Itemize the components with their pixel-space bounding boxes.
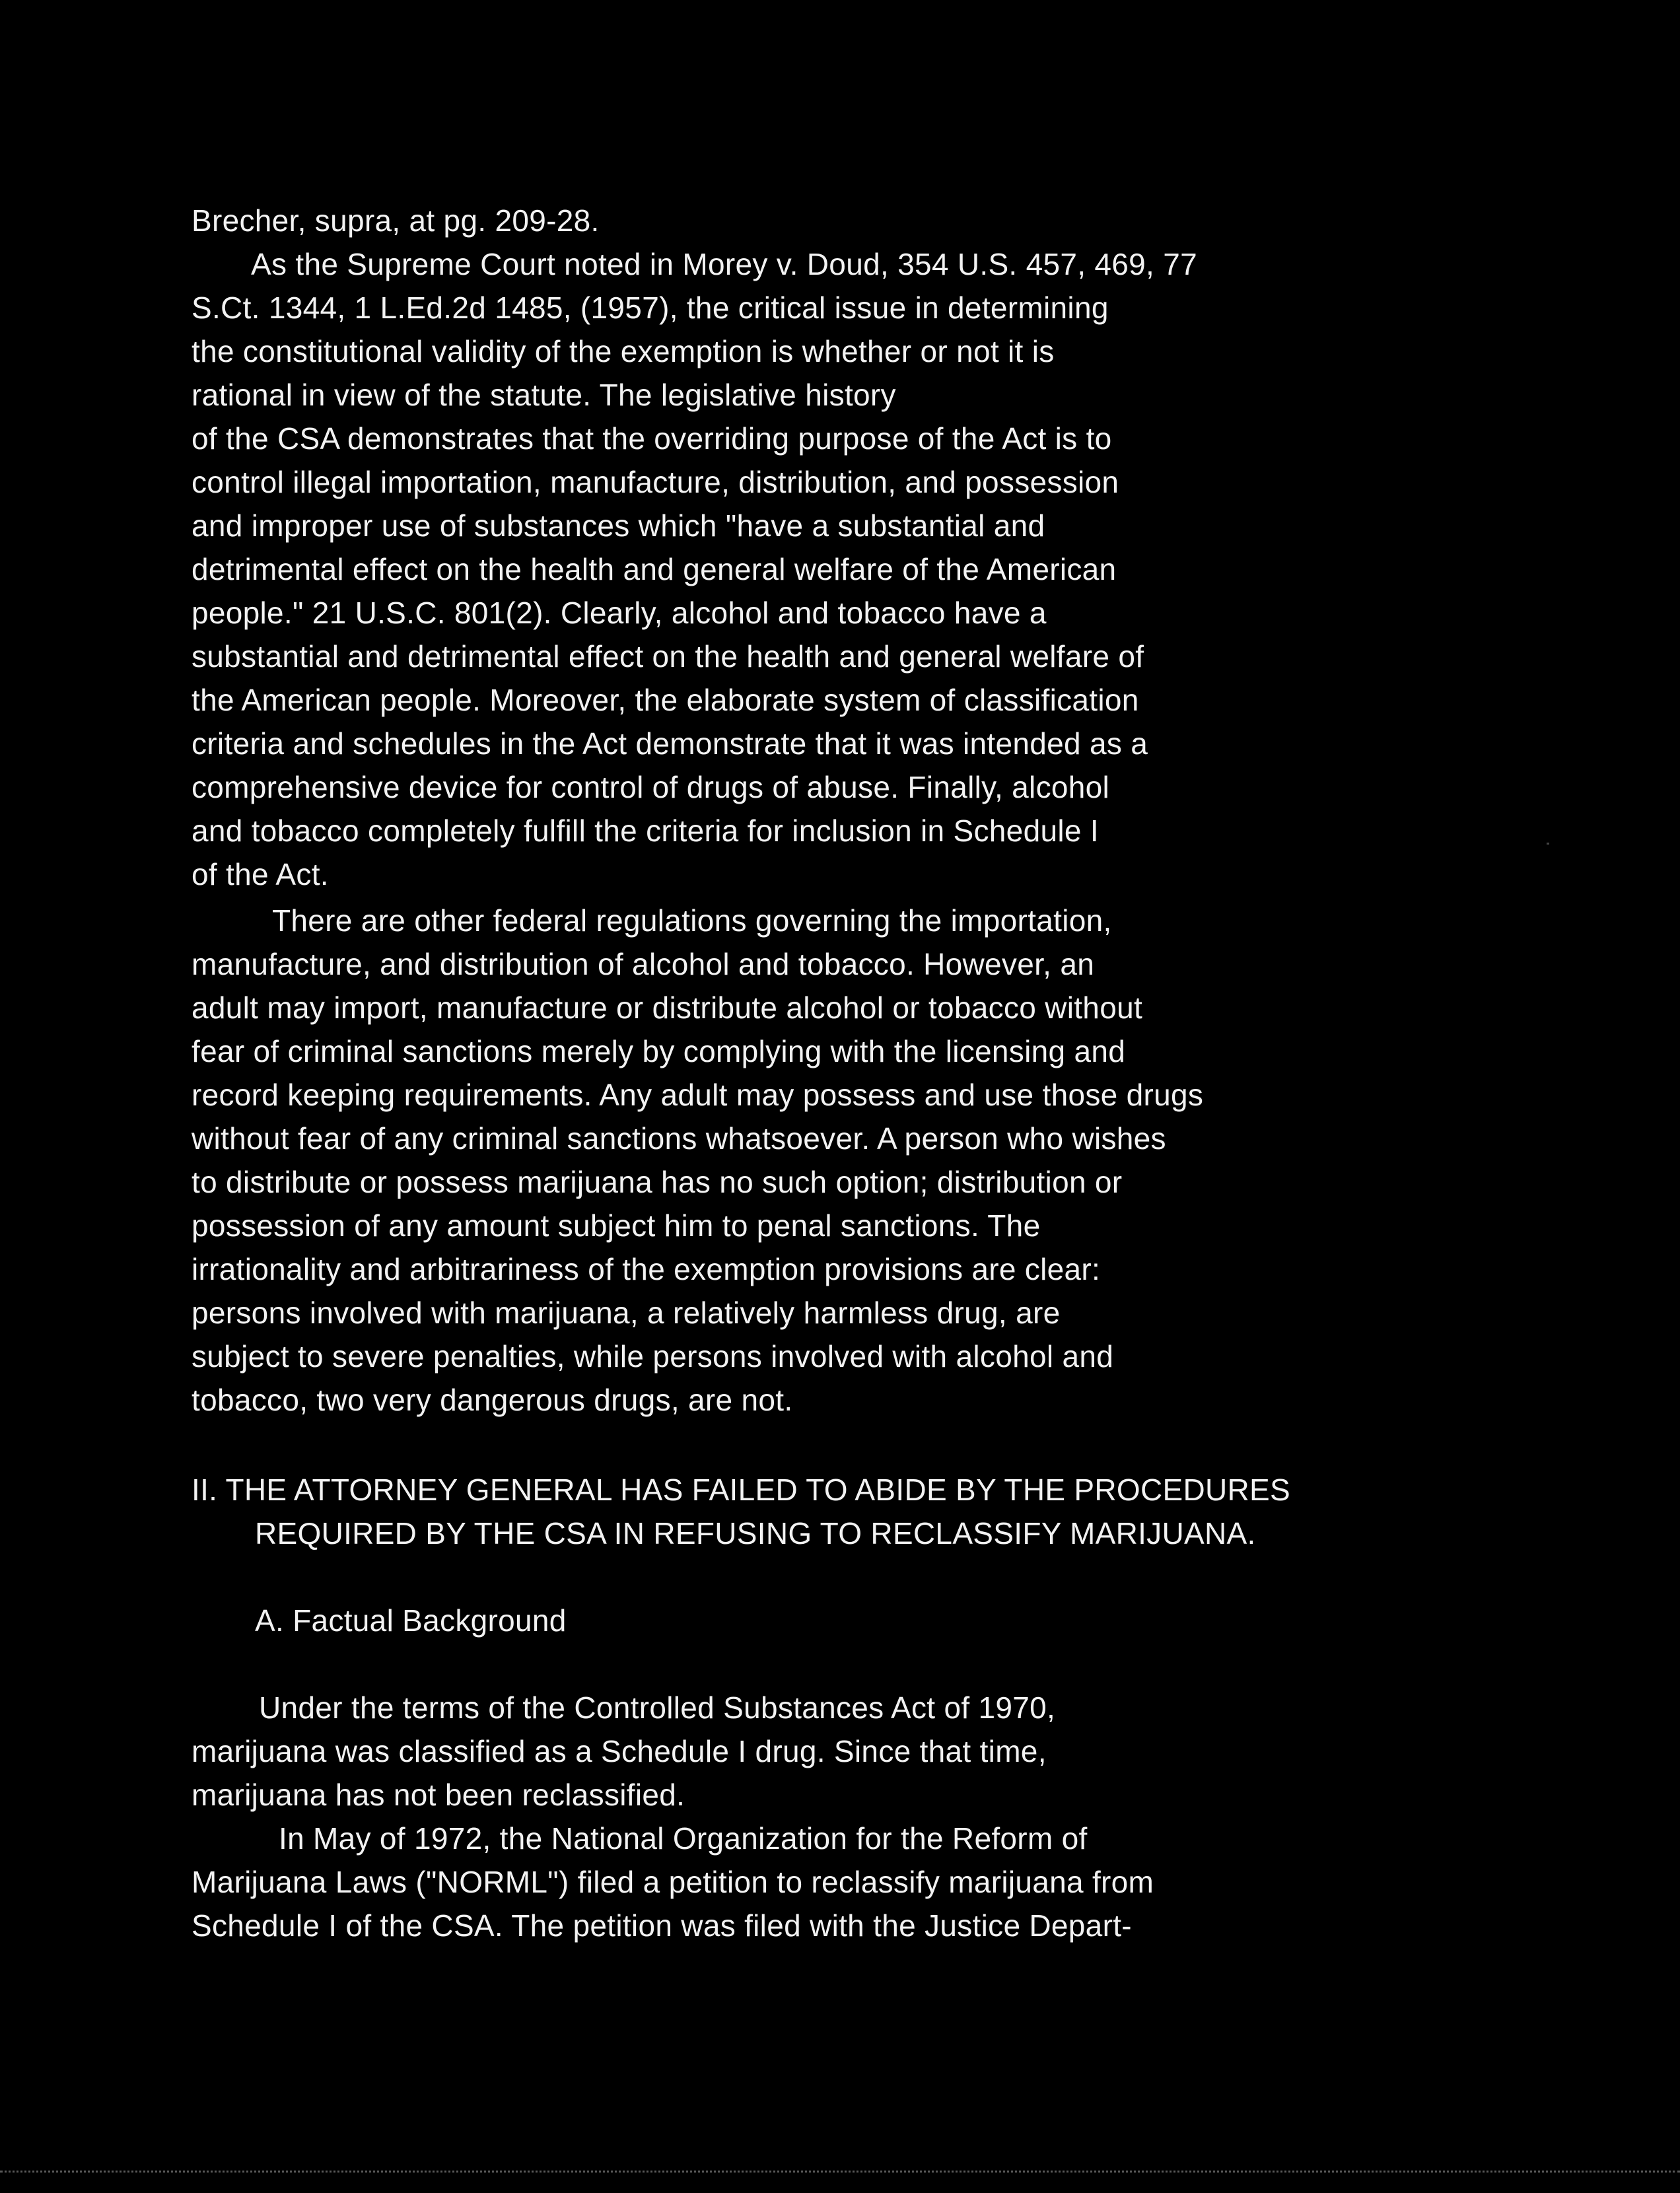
text-line: tobacco, two very dangerous drugs, are not. [192, 1383, 793, 1417]
text-line: rational in view of the statute. The legislative history [192, 378, 896, 412]
text-line: Schedule I of the CSA. The petition was filed with the Justice Depart- [192, 1908, 1132, 1943]
text-line: detrimental effect on the health and general welfare of the American [192, 552, 1117, 586]
text-line: subject to severe penalties, while persons involved with alcohol and [192, 1339, 1114, 1374]
text-line: comprehensive device for control of drugs of abuse. Finally, alcohol [192, 770, 1110, 804]
text-line: irrationality and arbitrariness of the exemption provisions are clear: [192, 1252, 1101, 1286]
section-heading: II. THE ATTORNEY GENERAL HAS FAILED TO ABIDE BY THE PROCEDURES [192, 1473, 1291, 1507]
text-line: the constitutional validity of the exemption is whether or not it is [192, 334, 1055, 368]
text-line: control illegal importation, manufacture, distribution, and possession [192, 465, 1119, 499]
text-line: Marijuana Laws ("NORML") filed a petition to reclassify marijuana from [192, 1865, 1154, 1899]
text-line: without fear of any criminal sanctions whatsoever. A person who wishes [192, 1121, 1166, 1156]
scan-speck [1547, 843, 1549, 845]
text-line: In May of 1972, the National Organization for the Reform of [279, 1821, 1088, 1856]
text-line: There are other federal regulations governing the importation, [272, 903, 1112, 938]
text-line: the American people. Moreover, the elaborate system of classification [192, 683, 1139, 717]
text-line: record keeping requirements. Any adult may possess and use those drugs [192, 1078, 1204, 1112]
text-line: marijuana was classified as a Schedule I drug. Since that time, [192, 1734, 1047, 1768]
text-line: As the Supreme Court noted in Morey v. Doud, 354 U.S. 457, 469, 77 [251, 247, 1197, 281]
text-line: substantial and detrimental effect on the health and general welfare of [192, 639, 1144, 674]
text-line: adult may import, manufacture or distribute alcohol or tobacco without [192, 991, 1143, 1025]
text-line: and improper use of substances which "have a substantial and [192, 508, 1045, 543]
section-heading: REQUIRED BY THE CSA IN REFUSING TO RECLASSIFY MARIJUANA. [255, 1516, 1256, 1550]
text-line: Brecher, supra, at pg. 209-28. [192, 203, 600, 238]
text-line: marijuana has not been reclassified. [192, 1778, 685, 1812]
subsection-heading: A. Factual Background [255, 1603, 567, 1638]
text-line: persons involved with marijuana, a relatively harmless drug, are [192, 1296, 1061, 1330]
text-line: S.Ct. 1344, 1 L.Ed.2d 1485, (1957), the critical issue in determining [192, 291, 1109, 325]
text-line: fear of criminal sanctions merely by complying with the licensing and [192, 1034, 1126, 1068]
text-line: to distribute or possess marijuana has no such option; distribution or [192, 1165, 1123, 1199]
text-line: of the CSA demonstrates that the overriding purpose of the Act is to [192, 421, 1112, 456]
text-line: Under the terms of the Controlled Substances Act of 1970, [259, 1690, 1056, 1725]
text-line: people." 21 U.S.C. 801(2). Clearly, alcohol and tobacco have a [192, 596, 1047, 630]
text-line: manufacture, and distribution of alcohol and tobacco. However, an [192, 947, 1095, 981]
text-line: of the Act. [192, 857, 329, 891]
text-line: possession of any amount subject him to penal sanctions. The [192, 1208, 1041, 1243]
scan-edge-rule [0, 2171, 1680, 2173]
text-line: criteria and schedules in the Act demonstrate that it was intended as a [192, 726, 1148, 761]
text-line: and tobacco completely fulfill the criteria for inclusion in Schedule I [192, 814, 1099, 848]
